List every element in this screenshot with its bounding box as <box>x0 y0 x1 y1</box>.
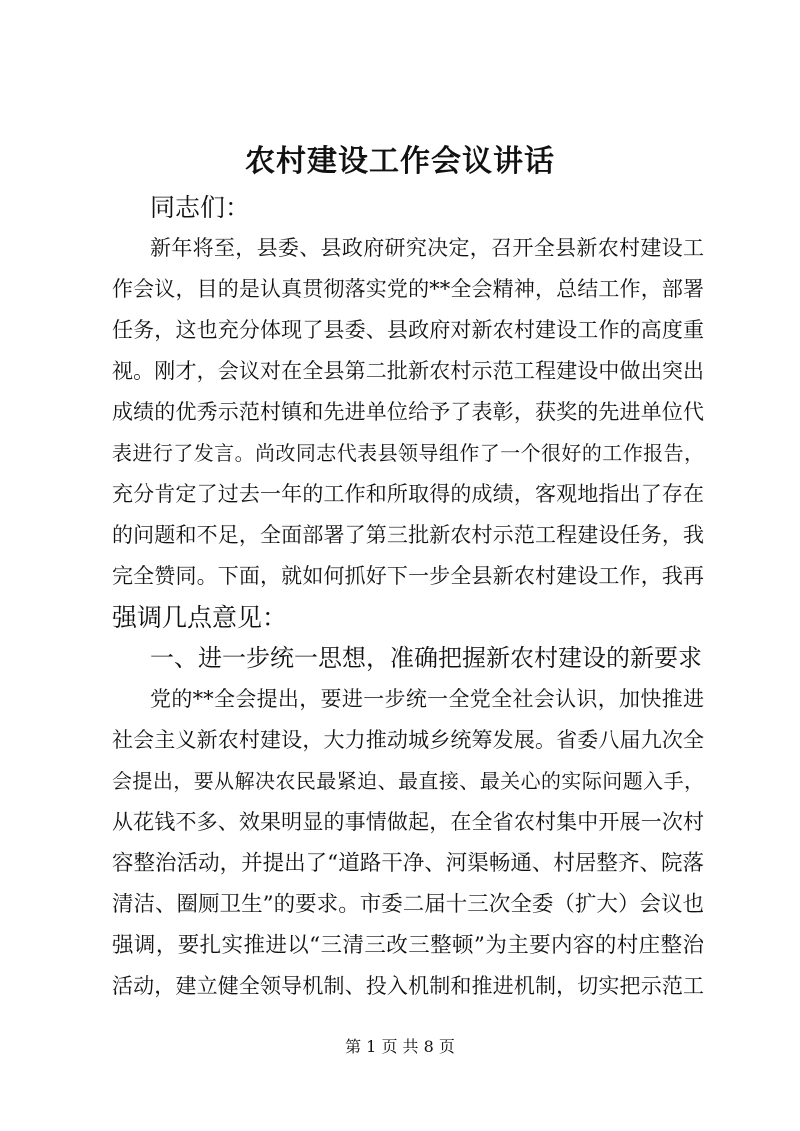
text-line: 视。刚才，会议对在全县第二批新农村示范工程建设中做出突出 <box>112 359 704 383</box>
text-line: 会提出，要从解决农民最紧迫、最直接、最关心的实际问题入手， <box>112 769 704 793</box>
text-line: 完全赞同。下面，就如何抓好下一步全县新农村建设工作，我再 <box>112 564 704 588</box>
text-line: 活动，建立健全领导机制、投入机制和推进机制，切实把示范工 <box>112 974 704 998</box>
text-line: 的问题和不足，全面部署了第三批新农村示范工程建设任务，我 <box>112 523 704 547</box>
document-title: 农村建设工作会议讲话 <box>245 144 555 179</box>
text-line: 强调几点意见： <box>112 603 288 632</box>
text-line: 社会主义新农村建设，大力推动城乡统筹发展。省委八届九次全 <box>112 728 704 752</box>
document-body <box>112 187 704 1007</box>
text-line: 清洁、圈厕卫生”的要求。市委二届十三次全委（扩大）会议也 <box>112 892 704 917</box>
text-line: 党的**全会提出，要进一步统一全党全社会认识，加快推进 <box>150 687 704 711</box>
text-line: 从花钱不多、效果明显的事情做起，在全省农村集中开展一次村 <box>112 810 704 834</box>
text-line: 同志们： <box>150 193 251 222</box>
page-footer: 第 1 页 共 8 页 <box>345 1037 455 1056</box>
text-line: 作会议，目的是认真贯彻落实党的**全会精神，总结工作，部署 <box>112 277 704 301</box>
text-line: 新年将至，县委、县政府研究决定，召开全县新农村建设工 <box>150 236 704 260</box>
text-line: 表进行了发言。尚改同志代表县领导组作了一个很好的工作报告， <box>112 441 704 465</box>
text-line: 容整治活动，并提出了“道路干净、河渠畅通、村居整齐、院落 <box>112 851 704 876</box>
text-line: 一、进一步统一思想，准确把握新农村建设的新要求 <box>150 644 702 672</box>
text-line: 强调，要扎实推进以“三清三改三整顿”为主要内容的村庄整治 <box>112 933 704 958</box>
text-line: 充分肯定了过去一年的工作和所取得的成绩，客观地指出了存在 <box>112 482 704 506</box>
text-line: 成绩的优秀示范村镇和先进单位给予了表彰，获奖的先进单位代 <box>112 400 704 424</box>
text-line: 任务，这也充分体现了县委、县政府对新农村建设工作的高度重 <box>112 318 704 342</box>
